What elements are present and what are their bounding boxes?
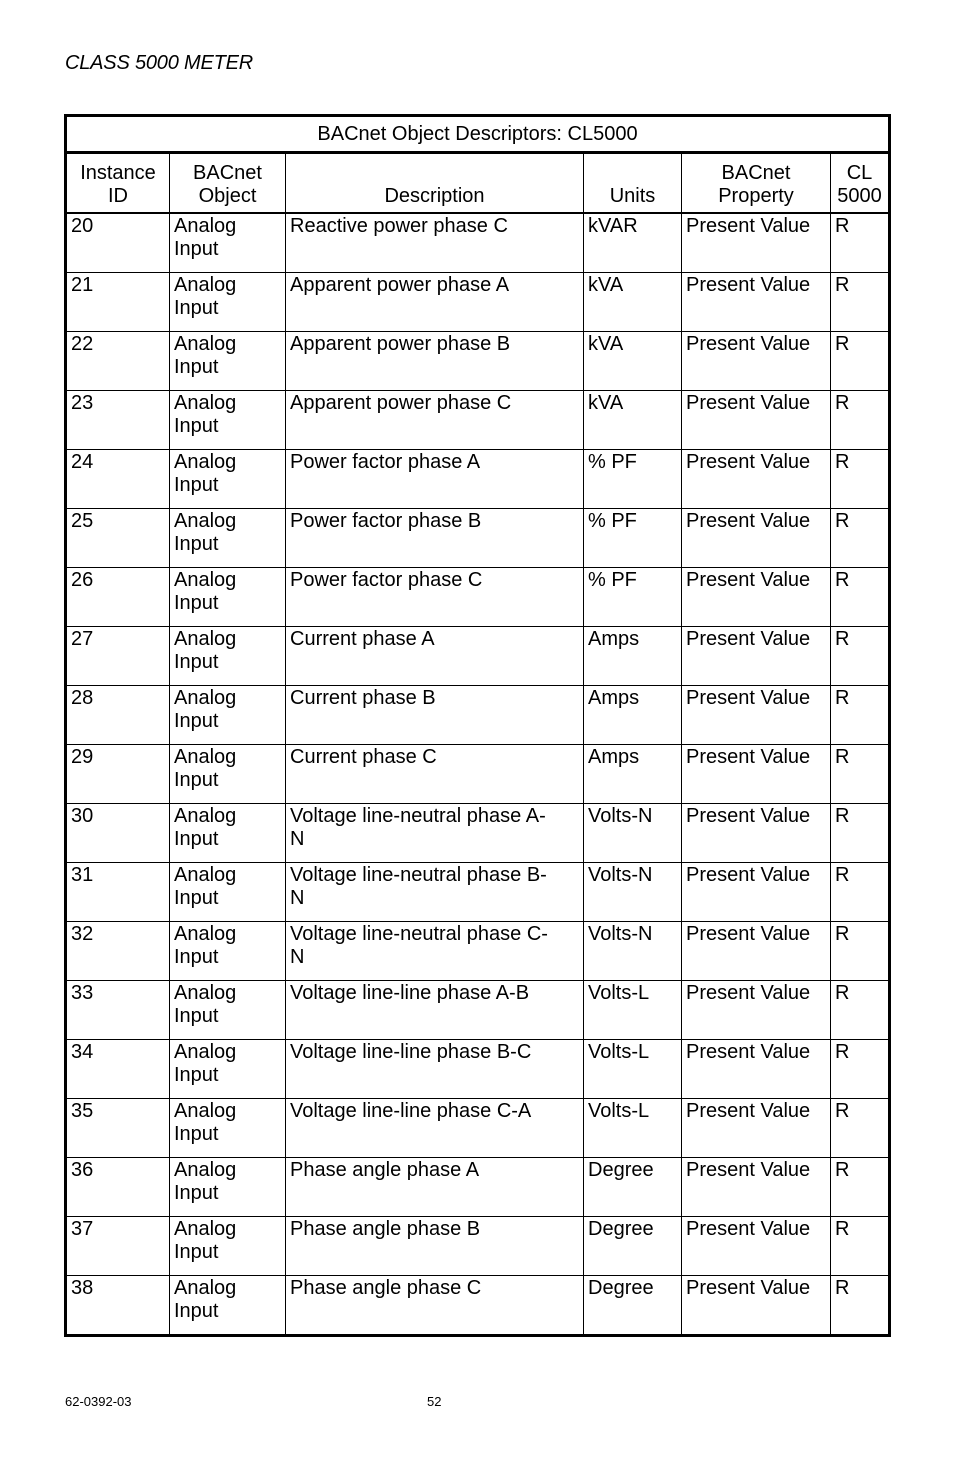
column-header-bacnet-object: BACnet Object: [170, 153, 286, 214]
cell-description: Apparent power phase B: [286, 332, 584, 391]
cell-bacnet-object: Analog Input: [170, 509, 286, 568]
table-row: [66, 213, 890, 273]
bacnet-object-table-container: [64, 114, 888, 1337]
cell-access: R: [831, 450, 890, 509]
cell-bacnet-object: Analog Input: [170, 568, 286, 627]
cell-instance-id: 31: [66, 863, 170, 922]
cell-instance-id: 33: [66, 981, 170, 1040]
cell-instance-id: 20: [66, 213, 170, 273]
table-row: [66, 568, 890, 627]
cell-units: kVA: [584, 391, 682, 450]
cell-bacnet-property: Present Value: [682, 1099, 831, 1158]
cell-bacnet-object: Analog Input: [170, 804, 286, 863]
cell-instance-id: 37: [66, 1217, 170, 1276]
table-row: [66, 391, 890, 450]
cell-units: % PF: [584, 568, 682, 627]
cell-bacnet-object: Analog Input: [170, 450, 286, 509]
table-row: [66, 1099, 890, 1158]
cell-access: R: [831, 1217, 890, 1276]
cell-instance-id: 38: [66, 1276, 170, 1336]
cell-units: Amps: [584, 745, 682, 804]
cell-instance-id: 22: [66, 332, 170, 391]
cell-description: Phase angle phase B: [286, 1217, 584, 1276]
cell-instance-id: 29: [66, 745, 170, 804]
cell-bacnet-object: Analog Input: [170, 332, 286, 391]
cell-access: R: [831, 391, 890, 450]
cell-access: R: [831, 568, 890, 627]
table-row: [66, 332, 890, 391]
cell-bacnet-property: Present Value: [682, 273, 831, 332]
cell-units: Volts-N: [584, 804, 682, 863]
column-header-units: Units: [584, 153, 682, 214]
table-title: BACnet Object Descriptors: CL5000: [66, 116, 890, 153]
cell-bacnet-property: Present Value: [682, 745, 831, 804]
cell-description: Current phase A: [286, 627, 584, 686]
cell-access: R: [831, 1040, 890, 1099]
cell-bacnet-object: Analog Input: [170, 627, 286, 686]
document-number: 62-0392-03: [65, 1394, 132, 1409]
cell-units: Volts-L: [584, 1040, 682, 1099]
cell-access: R: [831, 213, 890, 273]
table-row: [66, 627, 890, 686]
cell-description: Voltage line-line phase C-A: [286, 1099, 584, 1158]
bacnet-object-table: [64, 114, 891, 1337]
cell-description: Current phase B: [286, 686, 584, 745]
cell-units: kVA: [584, 332, 682, 391]
cell-access: R: [831, 804, 890, 863]
cell-units: Degree: [584, 1158, 682, 1217]
cell-access: R: [831, 1158, 890, 1217]
table-header-row: [66, 153, 890, 214]
cell-bacnet-property: Present Value: [682, 1276, 831, 1336]
cell-units: Volts-L: [584, 981, 682, 1040]
cell-bacnet-object: Analog Input: [170, 1217, 286, 1276]
cell-instance-id: 30: [66, 804, 170, 863]
cell-bacnet-property: Present Value: [682, 686, 831, 745]
cell-description: Voltage line-neutral phase B- N: [286, 863, 584, 922]
cell-description: Voltage line-neutral phase A- N: [286, 804, 584, 863]
cell-instance-id: 28: [66, 686, 170, 745]
cell-description: Phase angle phase A: [286, 1158, 584, 1217]
cell-bacnet-object: Analog Input: [170, 1040, 286, 1099]
cell-instance-id: 26: [66, 568, 170, 627]
table-row: [66, 1276, 890, 1336]
cell-bacnet-property: Present Value: [682, 213, 831, 273]
table-row: [66, 863, 890, 922]
cell-bacnet-property: Present Value: [682, 863, 831, 922]
table-row: [66, 450, 890, 509]
column-header-instance-id: Instance ID: [66, 153, 170, 214]
column-header-bacnet-property: BACnet Property: [682, 153, 831, 214]
cell-access: R: [831, 332, 890, 391]
column-header-cl5000: CL 5000: [831, 153, 890, 214]
cell-instance-id: 27: [66, 627, 170, 686]
cell-access: R: [831, 686, 890, 745]
cell-bacnet-object: Analog Input: [170, 1276, 286, 1336]
cell-bacnet-property: Present Value: [682, 332, 831, 391]
cell-units: kVA: [584, 273, 682, 332]
cell-instance-id: 32: [66, 922, 170, 981]
cell-units: Volts-L: [584, 1099, 682, 1158]
cell-bacnet-object: Analog Input: [170, 863, 286, 922]
cell-description: Phase angle phase C: [286, 1276, 584, 1336]
cell-units: Degree: [584, 1276, 682, 1336]
column-header-description: Description: [286, 153, 584, 214]
table-row: [66, 273, 890, 332]
table-body: [66, 213, 890, 1336]
cell-bacnet-property: Present Value: [682, 1217, 831, 1276]
table-row: [66, 981, 890, 1040]
cell-units: Degree: [584, 1217, 682, 1276]
cell-bacnet-object: Analog Input: [170, 686, 286, 745]
cell-bacnet-object: Analog Input: [170, 391, 286, 450]
cell-bacnet-object: Analog Input: [170, 745, 286, 804]
cell-bacnet-property: Present Value: [682, 1158, 831, 1217]
cell-access: R: [831, 922, 890, 981]
cell-bacnet-property: Present Value: [682, 804, 831, 863]
running-header: CLASS 5000 METER: [65, 52, 253, 74]
cell-bacnet-object: Analog Input: [170, 1158, 286, 1217]
cell-units: Volts-N: [584, 922, 682, 981]
cell-bacnet-object: Analog Input: [170, 273, 286, 332]
cell-instance-id: 35: [66, 1099, 170, 1158]
cell-bacnet-object: Analog Input: [170, 213, 286, 273]
cell-instance-id: 23: [66, 391, 170, 450]
table-row: [66, 922, 890, 981]
cell-bacnet-object: Analog Input: [170, 922, 286, 981]
cell-access: R: [831, 627, 890, 686]
cell-description: Power factor phase C: [286, 568, 584, 627]
cell-instance-id: 25: [66, 509, 170, 568]
cell-bacnet-property: Present Value: [682, 509, 831, 568]
cell-bacnet-property: Present Value: [682, 981, 831, 1040]
cell-bacnet-property: Present Value: [682, 922, 831, 981]
cell-units: Amps: [584, 627, 682, 686]
page-number: 52: [427, 1394, 442, 1409]
cell-units: Volts-N: [584, 863, 682, 922]
cell-access: R: [831, 981, 890, 1040]
table-row: [66, 745, 890, 804]
cell-description: Current phase C: [286, 745, 584, 804]
cell-description: Voltage line-neutral phase C- N: [286, 922, 584, 981]
cell-bacnet-property: Present Value: [682, 450, 831, 509]
cell-access: R: [831, 863, 890, 922]
cell-bacnet-property: Present Value: [682, 627, 831, 686]
table-row: [66, 804, 890, 863]
table-row: [66, 686, 890, 745]
cell-units: kVAR: [584, 213, 682, 273]
cell-bacnet-object: Analog Input: [170, 1099, 286, 1158]
cell-instance-id: 36: [66, 1158, 170, 1217]
cell-description: Voltage line-line phase B-C: [286, 1040, 584, 1099]
table-row: [66, 1217, 890, 1276]
cell-access: R: [831, 745, 890, 804]
cell-description: Power factor phase B: [286, 509, 584, 568]
cell-units: Amps: [584, 686, 682, 745]
cell-description: Power factor phase A: [286, 450, 584, 509]
cell-description: Apparent power phase C: [286, 391, 584, 450]
cell-access: R: [831, 1099, 890, 1158]
table-row: [66, 1040, 890, 1099]
cell-description: Apparent power phase A: [286, 273, 584, 332]
cell-units: % PF: [584, 509, 682, 568]
cell-units: % PF: [584, 450, 682, 509]
cell-bacnet-property: Present Value: [682, 391, 831, 450]
cell-description: Voltage line-line phase A-B: [286, 981, 584, 1040]
cell-instance-id: 24: [66, 450, 170, 509]
cell-bacnet-object: Analog Input: [170, 981, 286, 1040]
cell-bacnet-property: Present Value: [682, 568, 831, 627]
table-row: [66, 509, 890, 568]
cell-access: R: [831, 1276, 890, 1336]
cell-instance-id: 21: [66, 273, 170, 332]
cell-access: R: [831, 509, 890, 568]
cell-bacnet-property: Present Value: [682, 1040, 831, 1099]
table-row: [66, 1158, 890, 1217]
cell-access: R: [831, 273, 890, 332]
cell-instance-id: 34: [66, 1040, 170, 1099]
cell-description: Reactive power phase C: [286, 213, 584, 273]
